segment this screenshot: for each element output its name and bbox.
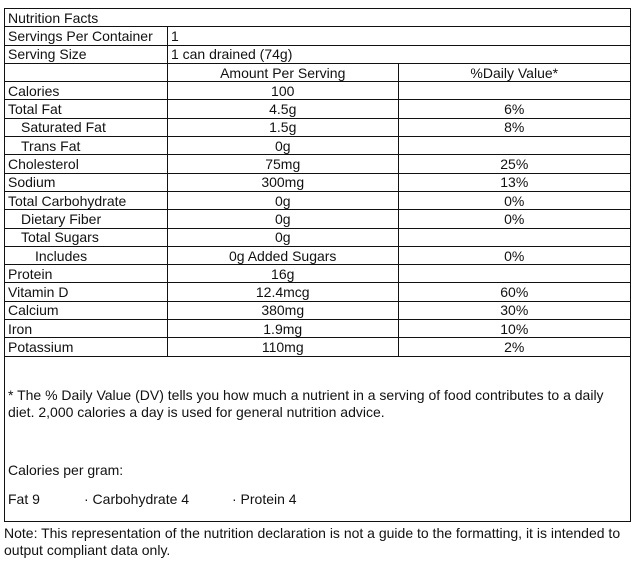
nutrient-daily-value [398,228,630,246]
formatting-note: Note: This representation of the nutrition declaration is not a guide to the formatting, it is intended to output compliant data only. [4,525,621,558]
nutrient-daily-value: 10% [398,320,630,338]
nutrient-name: Vitamin D [5,283,168,301]
nutrient-row [5,137,631,155]
nutrient-name: Potassium [5,338,168,356]
nutrient-amount: 0g Added Sugars [167,246,398,264]
nutrient-daily-value: 8% [398,118,630,136]
nutrient-amount: 110mg [167,338,398,356]
nutrient-daily-value: 0% [398,246,630,264]
nutrient-amount: 0g [167,191,398,209]
nutrient-name: Total Sugars [5,228,168,246]
nutrient-row [5,118,631,136]
daily-value-footnote: * The % Daily Value (DV) tells you how much a nutrient in a serving of food contributes to a daily diet. 2,000 calories a day is used for general nutrition advice. [8,387,604,420]
nutrient-name: Total Fat [5,100,168,118]
nutrient-daily-value: 6% [398,100,630,118]
nutrient-name: Cholesterol [5,155,168,173]
nutrient-amount: 100 [167,82,398,100]
nutrient-daily-value: 60% [398,283,630,301]
servings-row [5,27,631,45]
nutrient-name: Dietary Fiber [5,210,168,228]
nutrient-daily-value: 25% [398,155,630,173]
nutrient-daily-value: 13% [398,173,630,191]
nutrient-name: Trans Fat [5,137,168,155]
servings-value: 1 [167,27,630,45]
serving-size-row [5,45,631,63]
header-row [5,63,631,81]
nutrient-amount: 300mg [167,173,398,191]
carbohydrate-factor: · Carbohydrate 4 [84,491,190,507]
nutrient-name: Total Carbohydrate [5,191,168,209]
nutrient-row [5,338,631,356]
nutrient-row [5,155,631,173]
nutrient-amount: 0g [167,137,398,155]
nutrient-amount: 16g [167,265,398,283]
nutrient-name: Iron [5,320,168,338]
calories-per-gram-label: Calories per gram: [8,462,124,478]
nutrient-amount: 0g [167,228,398,246]
nutrient-daily-value: 0% [398,210,630,228]
nutrient-daily-value [398,137,630,155]
fat-factor: Fat 9 [8,491,40,507]
nutrient-amount: 4.5g [167,100,398,118]
nutrient-row [5,228,631,246]
nutrient-row [5,301,631,319]
nutrient-name: Includes [5,246,168,264]
nutrient-daily-value: 2% [398,338,630,356]
nutrient-daily-value: 30% [398,301,630,319]
nutrient-row [5,82,631,100]
nutrient-amount: 1.9mg [167,320,398,338]
nutrient-name: Calcium [5,301,168,319]
nutrient-daily-value [398,82,630,100]
nutrient-amount: 0g [167,210,398,228]
serving-size-value: 1 can drained (74g) [167,45,630,63]
nutrient-row [5,246,631,264]
serving-size-label: Serving Size [5,45,168,63]
header-empty-cell [5,63,168,81]
nutrient-amount: 12.4mcg [167,283,398,301]
nutrition-table [4,8,631,357]
nutrient-row [5,210,631,228]
header-amount: Amount Per Serving [167,63,398,81]
nutrient-row [5,283,631,301]
nutrient-daily-value: 0% [398,191,630,209]
nutrient-row [5,173,631,191]
title-row [5,9,631,27]
nutrient-amount: 75mg [167,155,398,173]
nutrient-row [5,191,631,209]
header-daily-value: %Daily Value* [398,63,630,81]
nutrient-daily-value [398,265,630,283]
nutrient-name: Saturated Fat [5,118,168,136]
nutrition-facts-title: Nutrition Facts [5,9,631,27]
nutrient-row [5,265,631,283]
servings-label: Servings Per Container [5,27,168,45]
nutrient-name: Calories [5,82,168,100]
nutrient-name: Sodium [5,173,168,191]
nutrient-name: Protein [5,265,168,283]
nutrient-row [5,320,631,338]
nutrient-row [5,100,631,118]
nutrient-amount: 380mg [167,301,398,319]
nutrient-amount: 1.5g [167,118,398,136]
protein-factor: · Protein 4 [232,491,297,507]
